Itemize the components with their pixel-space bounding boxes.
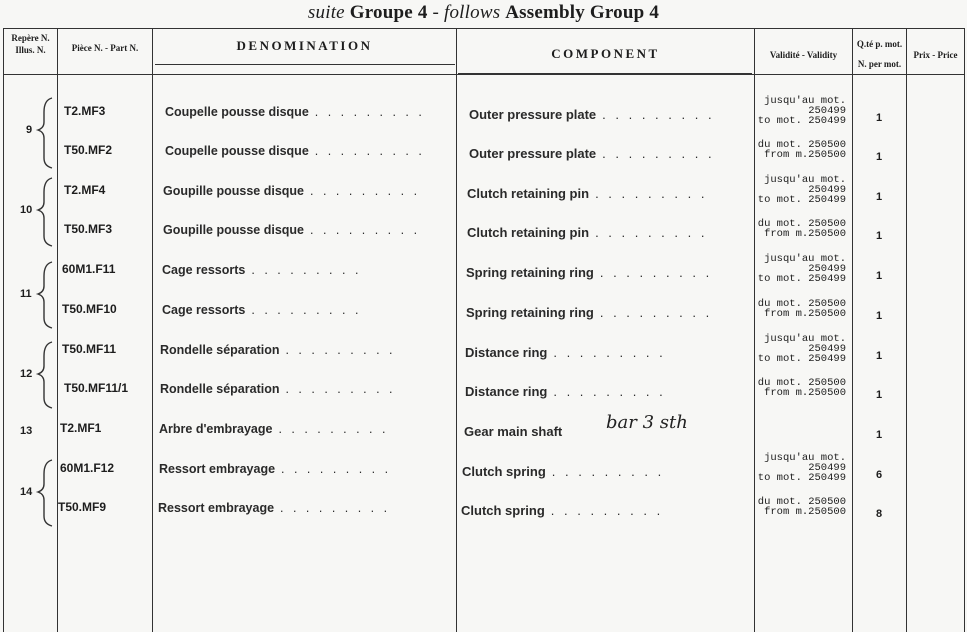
col-header-ref: Repère N. Illus. N.: [11, 33, 50, 55]
part-number: T50.MF2: [64, 143, 113, 157]
leader-dots: . . . . . . . . .: [251, 303, 362, 317]
component-text: Gear main shaft: [464, 424, 563, 439]
component-text: Outer pressure plate . . . . . . . . .: [469, 107, 715, 122]
denomination-text: Ressort embrayage . . . . . . . . .: [159, 462, 392, 476]
denomination-text: Goupille pousse disque . . . . . . . . .: [163, 184, 421, 198]
part-number: T2.MF1: [60, 421, 102, 435]
part-number: 60M1.F12: [60, 461, 115, 475]
ref-number: 10: [20, 204, 33, 216]
leader-dots: . . . . . . . . .: [251, 263, 362, 277]
component-text: Spring retaining ring . . . . . . . . .: [466, 305, 713, 320]
validity-text: du mot. 250500 from m.250500: [757, 298, 846, 320]
leader-dots: . . . . . . . . .: [553, 384, 666, 399]
leader-dots: . . . . . . . . .: [280, 501, 391, 515]
denomination-text: Cage ressorts . . . . . . . . .: [162, 303, 362, 317]
bracket-14: [38, 460, 52, 526]
col-header-denomination: DENOMINATION: [236, 38, 373, 53]
denomination-text: Goupille pousse disque . . . . . . . . .: [163, 223, 421, 237]
component-text: Clutch retaining pin . . . . . . . . .: [467, 186, 708, 201]
component-text: Distance ring . . . . . . . . .: [465, 345, 666, 360]
ref-number: 11: [20, 288, 32, 300]
quantity: 6: [875, 469, 883, 481]
validity-text: du mot. 250500 from m.250500: [757, 496, 846, 518]
leader-dots: . . . . . . . . .: [595, 186, 708, 201]
leader-dots: . . . . . . . . .: [595, 225, 708, 240]
validity-text: du mot. 250500 from m.250500: [757, 139, 846, 161]
part-number: 60M1.F11: [62, 262, 116, 276]
leader-dots: . . . . . . . . .: [602, 107, 715, 122]
denomination-text: Coupelle pousse disque . . . . . . . . .: [165, 144, 425, 158]
ref-number: 13: [20, 425, 33, 437]
denomination-text: Arbre d'embrayage . . . . . . . . .: [159, 422, 389, 436]
bracket-11: [38, 262, 52, 328]
quantity: 8: [875, 508, 883, 520]
col-header-qty: Q.té p. mot. N. per mot.: [856, 39, 903, 69]
quantity: 1: [875, 389, 883, 401]
validity-text: jusqu'au mot. 250499 to mot. 250499: [757, 174, 846, 206]
part-number: T50.MF9: [58, 500, 107, 514]
component-text: Spring retaining ring . . . . . . . . .: [466, 265, 713, 280]
quantity: 1: [875, 112, 883, 124]
leader-dots: . . . . . . . . .: [310, 184, 421, 198]
validity-text: du mot. 250500 from m.250500: [757, 377, 846, 399]
col-header-part: Pièce N. - Part N.: [71, 43, 139, 53]
denomination-text: Coupelle pousse disque . . . . . . . . .: [165, 105, 425, 119]
component-text: Clutch retaining pin . . . . . . . . .: [467, 225, 708, 240]
denomination-text: Rondelle séparation . . . . . . . . .: [160, 382, 396, 396]
part-number: T50.MF10: [62, 302, 117, 316]
leader-dots: . . . . . . . . .: [314, 144, 425, 158]
leader-dots: . . . . . . . . .: [314, 105, 425, 119]
quantity: 1: [875, 191, 883, 203]
component-text: Clutch spring . . . . . . . . .: [462, 464, 665, 479]
quantity: 1: [875, 151, 883, 163]
handwritten-note: bar 3 sth: [606, 412, 688, 433]
leader-dots: . . . . . . . . .: [278, 422, 389, 436]
component-text: Distance ring . . . . . . . . .: [465, 384, 666, 399]
validity-text: jusqu'au mot. 250499 to mot. 250499: [757, 333, 846, 365]
leader-dots: . . . . . . . . .: [285, 343, 396, 357]
leader-dots: . . . . . . . . .: [602, 146, 715, 161]
leader-dots: . . . . . . . . .: [551, 464, 665, 479]
part-number: T50.MF11: [62, 342, 117, 356]
ref-number: 12: [20, 368, 33, 380]
bracket-9: [38, 98, 52, 168]
ref-number: 9: [26, 124, 33, 136]
part-number: T50.MF11/1: [64, 381, 129, 395]
leader-dots: . . . . . . . . .: [281, 462, 392, 476]
component-text: Clutch spring . . . . . . . . .: [461, 503, 664, 518]
col-header-validity: Validité - Validity: [769, 50, 838, 60]
page-title: suite Groupe 4 - follows Assembly Group 4: [307, 2, 660, 23]
leader-dots: . . . . . . . . .: [599, 305, 713, 320]
validity-text: jusqu'au mot. 250499 to mot. 250499: [757, 95, 846, 127]
validity-text: jusqu'au mot. 250499 to mot. 250499: [757, 253, 846, 285]
validity-text: du mot. 250500 from m.250500: [757, 218, 846, 240]
bracket-12: [38, 342, 52, 408]
quantity: 1: [875, 230, 883, 242]
denomination-text: Ressort embrayage . . . . . . . . .: [158, 501, 391, 515]
denomination-text: Cage ressorts . . . . . . . . .: [162, 263, 362, 277]
denomination-text: Rondelle séparation . . . . . . . . .: [160, 343, 396, 357]
part-number: T2.MF4: [64, 183, 106, 197]
col-header-component: COMPONENT: [551, 46, 660, 61]
quantity: 1: [875, 429, 883, 441]
leader-dots: . . . . . . . . .: [550, 503, 664, 518]
quantity: 1: [875, 270, 883, 282]
leader-dots: . . . . . . . . .: [599, 265, 713, 280]
leader-dots: . . . . . . . . .: [553, 345, 666, 360]
col-header-price: Prix - Price: [913, 50, 958, 60]
leader-dots: . . . . . . . . .: [310, 223, 421, 237]
ref-number: 14: [20, 486, 33, 498]
leader-dots: . . . . . . . . .: [285, 382, 396, 396]
bracket-10: [38, 178, 52, 246]
part-number: T2.MF3: [64, 104, 106, 118]
validity-text: jusqu'au mot. 250499 to mot. 250499: [757, 452, 846, 484]
quantity: 1: [875, 310, 883, 322]
quantity: 1: [875, 350, 883, 362]
component-text: Outer pressure plate . . . . . . . . .: [469, 146, 715, 161]
part-number: T50.MF3: [64, 222, 113, 236]
